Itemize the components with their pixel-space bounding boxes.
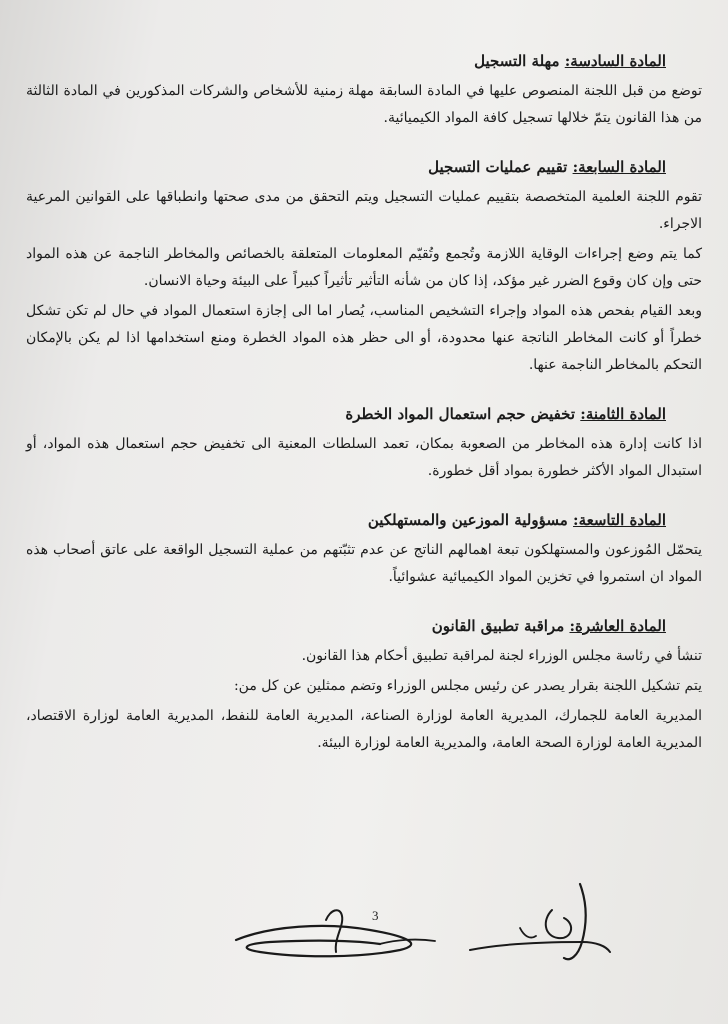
article-title: تقييم عمليات التسجيل — [428, 158, 568, 176]
article-heading — [26, 509, 702, 531]
article-paragraph: تنشأ في رئاسة مجلس الوزراء لجنة لمراقبة تطبيق أحكام هذا القانون. — [301, 648, 702, 664]
article-paragraph: يتم تشكيل اللجنة بقرار يصدر عن رئيس مجلس الوزراء وتضم ممثلين عن كل من: — [233, 678, 702, 694]
article-heading — [26, 156, 702, 178]
article-title: مسؤولية الموزعين والمستهلكين — [367, 511, 568, 529]
article-paragraph: اذا كانت إدارة هذه المخاطر من الصعوبة بمكان، تعمد السلطات المعنية الى تخفيض حجم استعمال هذه المواد، أو استبدال المواد الأكثر خطورة بمواد أقل خطورة. — [26, 436, 702, 479]
article-paragraph: المديرية العامة للجمارك، المديرية العامة لوزارة الصناعة، المديرية العامة للنفط، المديرية العامة لوزارة الاقتصاد، المديرية العامة لوزارة الصحة العامة، والمديرية العامة لوزارة البيئة. — [26, 708, 702, 751]
article-label: المادة الثامنة: — [580, 405, 666, 423]
signature-right — [460, 880, 620, 970]
article-paragraph: يتحمّل المُوزعون والمستهلكون تبعة اهمالهم الناتج عن عدم تثبّتهم من عملية التسجيل الواقعة على عاتق أصحاب هذه المواد ان استمروا في تخزين المواد الكيميائية عشوائياً. — [26, 542, 702, 585]
article-label: المادة السادسة: — [564, 52, 666, 70]
article-title: مراقبة تطبيق القانون — [431, 617, 565, 635]
article-label: المادة العاشرة: — [569, 617, 666, 635]
article-8 — [26, 403, 702, 485]
article-heading — [26, 615, 702, 637]
signature-left — [230, 900, 440, 970]
document-body — [26, 50, 702, 781]
article-paragraph: تقوم اللجنة العلمية المتخصصة بتقييم عمليات التسجيل ويتم التحقق من مدى صحتها وانطباقها على القوانين المرعية الاجراء. — [26, 189, 702, 232]
article-paragraph: وبعد القيام بفحص هذه المواد وإجراء التشخيص المناسب، يُصار اما الى إجازة استعمال المواد في حال لم تكن تشكل خطراً أو كانت المخاطر الناتجة عنها محدودة، أو الى حظر هذه المواد الخطرة ومنع استخدامها اذا لم يكن بالإمكان التحكم بالمخاطر الناجمة عنها. — [26, 303, 702, 373]
article-heading — [26, 50, 702, 72]
article-heading — [26, 403, 702, 425]
article-label: المادة التاسعة: — [573, 511, 666, 529]
article-title: مهلة التسجيل — [474, 52, 560, 70]
page-number: 3 — [372, 908, 379, 923]
article-title: تخفيض حجم استعمال المواد الخطرة — [345, 405, 576, 423]
article-paragraph: توضع من قبل اللجنة المنصوص عليها في المادة السابقة مهلة زمنية للأشخاص والشركات المذكورين في المادة الثالثة من هذا القانون يتمّ خلالها تسجيل كافة المواد الكيميائية. — [26, 83, 702, 126]
article-paragraph: كما يتم وضع إجراءات الوقاية اللازمة وتُجمع وتُقيّم المعلومات المتعلقة بالخصائص والمخاطر الناجمة عن هذه المواد حتى وإن كان وقوع الضرر غير مؤكد، إذا كان من شأنه التأثير تأثيراً كبيراً على البيئة وحياة الانسان. — [26, 246, 702, 289]
article-7 — [26, 156, 702, 379]
article-10 — [26, 615, 702, 757]
article-6 — [26, 50, 702, 132]
article-label: المادة السابعة: — [572, 158, 666, 176]
article-9 — [26, 509, 702, 591]
